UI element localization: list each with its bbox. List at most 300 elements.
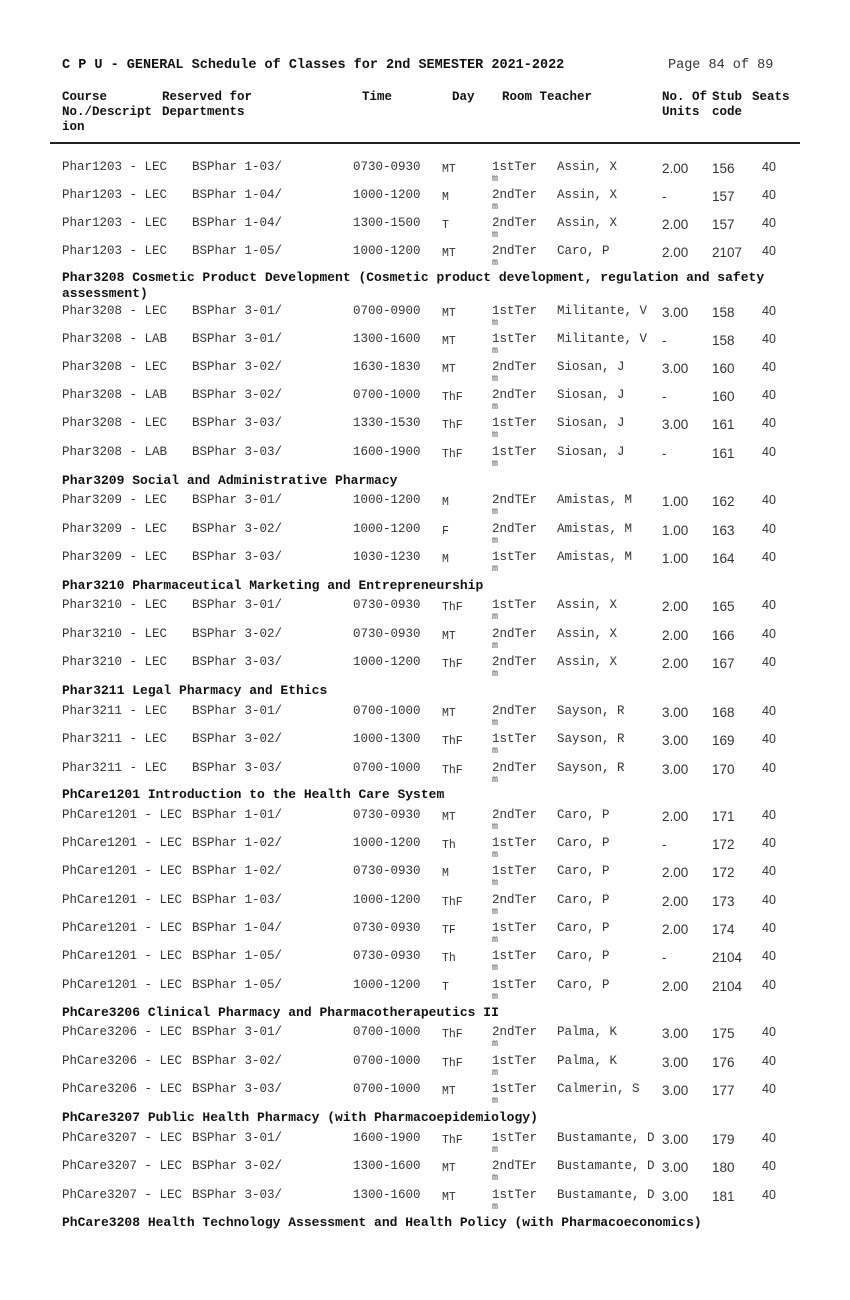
cell-teacher: Sayson, R [557, 732, 625, 746]
room-suffix: m [492, 318, 499, 329]
cell-course: Phar3208 - LEC [62, 360, 168, 374]
cell-seats: 40 [762, 160, 776, 174]
table-row [0, 1157, 850, 1185]
cell-stub: 2104 [712, 979, 743, 994]
cell-room: 1stTer [492, 550, 538, 564]
table-row [0, 625, 850, 653]
cell-time: 1030-1230 [353, 550, 421, 564]
cell-units: 3.00 [662, 1026, 689, 1041]
cell-teacher: Caro, P [557, 949, 610, 963]
cell-teacher: Militante, V [557, 332, 648, 346]
course-section-title: Phar3208 Cosmetic Product Development (Cosmetic product development, regulation and safety assessment) [62, 270, 765, 301]
room-suffix: m [492, 850, 499, 861]
table-row [0, 358, 850, 386]
cell-teacher: Bustamante, D [557, 1131, 655, 1145]
cell-units: 2.00 [662, 922, 689, 937]
cell-units: 3.00 [662, 1160, 689, 1175]
cell-day: ThF [442, 601, 463, 614]
cell-room: 2ndTer [492, 808, 538, 822]
cell-room: 2ndTEr [492, 1159, 538, 1173]
room-suffix: m [492, 963, 499, 974]
course-section-title: Phar3211 Legal Pharmacy and Ethics [62, 683, 328, 698]
cell-course: Phar3208 - LAB [62, 332, 168, 346]
room-suffix: m [492, 1173, 499, 1184]
cell-seats: 40 [762, 836, 776, 850]
cell-stub: 170 [712, 762, 735, 777]
room-suffix: m [492, 935, 499, 946]
cell-units: 3.00 [662, 1132, 689, 1147]
cell-seats: 40 [762, 216, 776, 230]
cell-units: 1.00 [662, 523, 689, 538]
cell-teacher: Caro, P [557, 893, 610, 907]
cell-time: 0730-0930 [353, 864, 421, 878]
cell-time: 0730-0930 [353, 949, 421, 963]
cell-dept: BSPhar 3-02/ [192, 732, 283, 746]
cell-day: TF [442, 924, 456, 937]
cell-course: PhCare1201 - LEC [62, 864, 183, 878]
room-suffix: m [492, 907, 499, 918]
cell-course: Phar3211 - LEC [62, 704, 168, 718]
cell-day: MT [442, 811, 456, 824]
table-row [0, 806, 850, 834]
cell-course: Phar3211 - LEC [62, 732, 168, 746]
cell-course: Phar1203 - LEC [62, 216, 168, 230]
cell-dept: BSPhar 3-02/ [192, 1054, 283, 1068]
cell-units: 1.00 [662, 551, 689, 566]
cell-dept: BSPhar 3-03/ [192, 1082, 283, 1096]
table-row [0, 214, 850, 242]
cell-seats: 40 [762, 416, 776, 430]
room-suffix: m [492, 1145, 499, 1156]
page-title: C P U - GENERAL Schedule of Classes for 2nd SEMESTER 2021-2022 [62, 58, 565, 73]
cell-seats: 40 [762, 732, 776, 746]
cell-room: 1stTer [492, 864, 538, 878]
cell-units: 2.00 [662, 245, 689, 260]
cell-room: 2ndTer [492, 704, 538, 718]
cell-units: 2.00 [662, 656, 689, 671]
cell-teacher: Assin, X [557, 160, 618, 174]
cell-stub: 158 [712, 333, 735, 348]
cell-room: 2ndTEr [492, 493, 538, 507]
cell-units: 2.00 [662, 217, 689, 232]
room-suffix: m [492, 992, 499, 1003]
cell-time: 1000-1200 [353, 836, 421, 850]
cell-time: 1300-1600 [353, 332, 421, 346]
table-row [0, 834, 850, 862]
cell-teacher: Siosan, J [557, 445, 625, 459]
room-suffix: m [492, 258, 499, 269]
room-suffix: m [492, 564, 499, 575]
cell-units: 2.00 [662, 599, 689, 614]
cell-stub: 167 [712, 656, 735, 671]
cell-dept: BSPhar 1-04/ [192, 188, 283, 202]
cell-seats: 40 [762, 188, 776, 202]
page-number: Page 84 of 89 [668, 58, 774, 73]
cell-stub: 173 [712, 894, 735, 909]
cell-course: Phar3210 - LEC [62, 598, 168, 612]
course-section-title: Phar3210 Pharmaceutical Marketing and Entrepreneurship [62, 578, 484, 593]
cell-day: MT [442, 707, 456, 720]
room-suffix: m [492, 507, 499, 518]
cell-dept: BSPhar 3-02/ [192, 627, 283, 641]
cell-teacher: Palma, K [557, 1025, 618, 1039]
room-suffix: m [492, 1068, 499, 1079]
cell-course: PhCare1201 - LEC [62, 949, 183, 963]
cell-time: 1000-1300 [353, 732, 421, 746]
cell-seats: 40 [762, 761, 776, 775]
room-suffix: m [492, 746, 499, 757]
cell-teacher: Bustamante, D [557, 1159, 655, 1173]
cell-course: Phar3209 - LEC [62, 550, 168, 564]
cell-teacher: Siosan, J [557, 416, 625, 430]
cell-teacher: Amistas, M [557, 550, 633, 564]
cell-stub: 158 [712, 305, 735, 320]
cell-course: PhCare3207 - LEC [62, 1131, 183, 1145]
cell-units: - [662, 389, 667, 404]
cell-dept: BSPhar 1-05/ [192, 949, 283, 963]
cell-day: ThF [442, 735, 463, 748]
cell-dept: BSPhar 1-04/ [192, 216, 283, 230]
cell-units: 3.00 [662, 733, 689, 748]
cell-units: 3.00 [662, 1055, 689, 1070]
cell-course: Phar3210 - LEC [62, 627, 168, 641]
cell-teacher: Assin, X [557, 188, 618, 202]
cell-room: 1stTer [492, 978, 538, 992]
cell-time: 0730-0930 [353, 160, 421, 174]
cell-seats: 40 [762, 921, 776, 935]
cell-units: 1.00 [662, 494, 689, 509]
cell-course: PhCare3207 - LEC [62, 1188, 183, 1202]
cell-day: MT [442, 307, 456, 320]
cell-seats: 40 [762, 550, 776, 564]
cell-time: 1000-1200 [353, 188, 421, 202]
cell-day: MT [442, 1085, 456, 1098]
course-section-title: PhCare3206 Clinical Pharmacy and Pharmacotherapeutics II [62, 1005, 499, 1020]
room-suffix: m [492, 1096, 499, 1107]
col-header-stub: Stub code [712, 90, 743, 119]
cell-seats: 40 [762, 1025, 776, 1039]
cell-room: 1stTer [492, 1131, 538, 1145]
cell-seats: 40 [762, 978, 776, 992]
cell-room: 2ndTer [492, 244, 538, 258]
cell-time: 0730-0930 [353, 808, 421, 822]
cell-time: 1300-1500 [353, 216, 421, 230]
cell-room: 2ndTer [492, 655, 538, 669]
cell-dept: BSPhar 1-01/ [192, 808, 283, 822]
cell-seats: 40 [762, 1131, 776, 1145]
col-header-time: Time [362, 90, 393, 104]
cell-dept: BSPhar 3-03/ [192, 761, 283, 775]
cell-course: Phar3209 - LEC [62, 493, 168, 507]
cell-course: Phar3208 - LAB [62, 388, 168, 402]
cell-dept: BSPhar 3-01/ [192, 1025, 283, 1039]
cell-units: 3.00 [662, 417, 689, 432]
cell-stub: 165 [712, 599, 735, 614]
cell-stub: 157 [712, 217, 735, 232]
cell-day: ThF [442, 764, 463, 777]
cell-dept: BSPhar 3-02/ [192, 388, 283, 402]
cell-room: 1stTer [492, 598, 538, 612]
cell-stub: 160 [712, 389, 735, 404]
cell-time: 0700-1000 [353, 1054, 421, 1068]
cell-dept: BSPhar 1-04/ [192, 921, 283, 935]
cell-units: 2.00 [662, 894, 689, 909]
cell-teacher: Caro, P [557, 864, 610, 878]
cell-units: 3.00 [662, 762, 689, 777]
cell-units: - [662, 950, 667, 965]
cell-teacher: Amistas, M [557, 493, 633, 507]
table-row [0, 158, 850, 186]
table-row [0, 186, 850, 214]
cell-stub: 163 [712, 523, 735, 538]
cell-day: Th [442, 839, 456, 852]
cell-day: ThF [442, 1134, 463, 1147]
cell-room: 1stTer [492, 160, 538, 174]
cell-units: 3.00 [662, 1189, 689, 1204]
cell-course: Phar1203 - LEC [62, 160, 168, 174]
cell-units: 3.00 [662, 1083, 689, 1098]
cell-dept: BSPhar 3-01/ [192, 332, 283, 346]
table-row [0, 330, 850, 358]
cell-day: Th [442, 952, 456, 965]
cell-seats: 40 [762, 388, 776, 402]
cell-stub: 169 [712, 733, 735, 748]
course-section-title: PhCare3208 Health Technology Assessment and Health Policy (with Pharmacoeconomics) [62, 1215, 702, 1230]
cell-seats: 40 [762, 522, 776, 536]
cell-teacher: Siosan, J [557, 360, 625, 374]
cell-room: 2ndTer [492, 893, 538, 907]
cell-seats: 40 [762, 627, 776, 641]
table-row [0, 1186, 850, 1214]
cell-time: 1600-1900 [353, 1131, 421, 1145]
cell-room: 1stTer [492, 1054, 538, 1068]
cell-day: MT [442, 363, 456, 376]
cell-room: 2ndTer [492, 188, 538, 202]
cell-course: Phar3210 - LEC [62, 655, 168, 669]
cell-course: PhCare1201 - LEC [62, 921, 183, 935]
cell-stub: 162 [712, 494, 735, 509]
table-row [0, 947, 850, 975]
cell-room: 1stTer [492, 416, 538, 430]
col-header-room-teacher: Room Teacher [502, 90, 593, 104]
table-row [0, 386, 850, 414]
cell-seats: 40 [762, 304, 776, 318]
cell-stub: 2104 [712, 950, 743, 965]
cell-teacher: Assin, X [557, 627, 618, 641]
table-row [0, 596, 850, 624]
cell-dept: BSPhar 3-01/ [192, 493, 283, 507]
cell-dept: BSPhar 3-01/ [192, 598, 283, 612]
room-suffix: m [492, 202, 499, 213]
room-suffix: m [492, 612, 499, 623]
cell-stub: 179 [712, 1132, 735, 1147]
col-header-day: Day [452, 90, 475, 104]
cell-stub: 181 [712, 1189, 735, 1204]
room-suffix: m [492, 536, 499, 547]
room-suffix: m [492, 374, 499, 385]
cell-units: 2.00 [662, 161, 689, 176]
cell-day: MT [442, 247, 456, 260]
cell-stub: 166 [712, 628, 735, 643]
cell-time: 1630-1830 [353, 360, 421, 374]
cell-units: - [662, 333, 667, 348]
course-section-title: PhCare1201 Introduction to the Health Care System [62, 787, 445, 802]
cell-time: 0700-1000 [353, 704, 421, 718]
table-row [0, 1129, 850, 1157]
cell-teacher: Militante, V [557, 304, 648, 318]
cell-teacher: Caro, P [557, 244, 610, 258]
cell-stub: 174 [712, 922, 735, 937]
cell-teacher: Amistas, M [557, 522, 633, 536]
cell-units: 2.00 [662, 865, 689, 880]
cell-time: 1000-1200 [353, 655, 421, 669]
cell-stub: 177 [712, 1083, 735, 1098]
cell-course: PhCare3207 - LEC [62, 1159, 183, 1173]
cell-time: 0700-1000 [353, 761, 421, 775]
header-divider [50, 142, 800, 144]
cell-room: 1stTer [492, 304, 538, 318]
cell-course: PhCare3206 - LEC [62, 1025, 183, 1039]
cell-room: 2ndTer [492, 522, 538, 536]
cell-room: 2ndTer [492, 388, 538, 402]
cell-units: 3.00 [662, 305, 689, 320]
cell-stub: 171 [712, 809, 735, 824]
cell-units: - [662, 837, 667, 852]
room-suffix: m [492, 822, 499, 833]
cell-day: T [442, 219, 449, 232]
cell-teacher: Assin, X [557, 216, 618, 230]
table-row [0, 302, 850, 330]
cell-units: - [662, 189, 667, 204]
cell-teacher: Caro, P [557, 836, 610, 850]
cell-stub: 164 [712, 551, 735, 566]
cell-day: F [442, 525, 449, 538]
cell-stub: 2107 [712, 245, 743, 260]
cell-course: Phar1203 - LEC [62, 188, 168, 202]
cell-course: Phar3211 - LEC [62, 761, 168, 775]
cell-dept: BSPhar 3-02/ [192, 360, 283, 374]
cell-room: 2ndTer [492, 360, 538, 374]
cell-dept: BSPhar 3-03/ [192, 550, 283, 564]
cell-dept: BSPhar 1-02/ [192, 864, 283, 878]
table-row [0, 414, 850, 442]
cell-day: T [442, 981, 449, 994]
cell-seats: 40 [762, 808, 776, 822]
cell-seats: 40 [762, 704, 776, 718]
cell-time: 1000-1200 [353, 893, 421, 907]
table-row [0, 443, 850, 471]
table-row [0, 759, 850, 787]
table-row [0, 242, 850, 270]
cell-day: MT [442, 630, 456, 643]
room-suffix: m [492, 718, 499, 729]
cell-dept: BSPhar 1-02/ [192, 836, 283, 850]
cell-day: ThF [442, 391, 463, 404]
cell-teacher: Sayson, R [557, 761, 625, 775]
cell-time: 1300-1600 [353, 1188, 421, 1202]
cell-stub: 160 [712, 361, 735, 376]
cell-seats: 40 [762, 864, 776, 878]
cell-room: 1stTer [492, 949, 538, 963]
room-suffix: m [492, 230, 499, 241]
cell-day: ThF [442, 1057, 463, 1070]
cell-stub: 161 [712, 446, 735, 461]
cell-seats: 40 [762, 445, 776, 459]
cell-day: ThF [442, 419, 463, 432]
cell-room: 2ndTer [492, 761, 538, 775]
cell-seats: 40 [762, 655, 776, 669]
col-header-reserved: Reserved for Departments [162, 90, 253, 119]
cell-time: 1000-1200 [353, 978, 421, 992]
cell-stub: 157 [712, 189, 735, 204]
cell-seats: 40 [762, 1159, 776, 1173]
cell-time: 0700-1000 [353, 1082, 421, 1096]
cell-units: 2.00 [662, 979, 689, 994]
table-row [0, 548, 850, 576]
cell-room: 2ndTer [492, 1025, 538, 1039]
cell-teacher: Sayson, R [557, 704, 625, 718]
cell-time: 1000-1200 [353, 244, 421, 258]
cell-stub: 168 [712, 705, 735, 720]
cell-course: PhCare3206 - LEC [62, 1082, 183, 1096]
cell-teacher: Caro, P [557, 978, 610, 992]
cell-course: Phar3208 - LAB [62, 445, 168, 459]
room-suffix: m [492, 1202, 499, 1213]
room-suffix: m [492, 174, 499, 185]
cell-day: ThF [442, 448, 463, 461]
cell-seats: 40 [762, 493, 776, 507]
cell-time: 1300-1600 [353, 1159, 421, 1173]
cell-units: 3.00 [662, 361, 689, 376]
cell-time: 1330-1530 [353, 416, 421, 430]
table-row [0, 702, 850, 730]
cell-dept: BSPhar 1-05/ [192, 244, 283, 258]
cell-stub: 175 [712, 1026, 735, 1041]
cell-course: PhCare1201 - LEC [62, 836, 183, 850]
cell-day: M [442, 496, 449, 509]
table-row [0, 520, 850, 548]
cell-time: 0700-1000 [353, 388, 421, 402]
cell-day: ThF [442, 658, 463, 671]
room-suffix: m [492, 1039, 499, 1050]
cell-time: 0700-0900 [353, 304, 421, 318]
cell-seats: 40 [762, 244, 776, 258]
cell-dept: BSPhar 1-03/ [192, 160, 283, 174]
cell-dept: BSPhar 3-02/ [192, 522, 283, 536]
room-suffix: m [492, 641, 499, 652]
cell-dept: BSPhar 3-01/ [192, 1131, 283, 1145]
cell-teacher: Assin, X [557, 598, 618, 612]
cell-teacher: Calmerin, S [557, 1082, 640, 1096]
cell-stub: 172 [712, 865, 735, 880]
cell-room: 1stTer [492, 445, 538, 459]
course-section-title: PhCare3207 Public Health Pharmacy (with Pharmacoepidemiology) [62, 1110, 538, 1125]
cell-day: M [442, 191, 449, 204]
cell-units: 3.00 [662, 705, 689, 720]
cell-course: Phar1203 - LEC [62, 244, 168, 258]
cell-dept: BSPhar 3-03/ [192, 416, 283, 430]
cell-day: ThF [442, 1028, 463, 1041]
table-row [0, 1023, 850, 1051]
cell-time: 1000-1200 [353, 522, 421, 536]
room-suffix: m [492, 669, 499, 680]
cell-stub: 161 [712, 417, 735, 432]
cell-stub: 180 [712, 1160, 735, 1175]
cell-course: Phar3208 - LEC [62, 416, 168, 430]
cell-course: Phar3209 - LEC [62, 522, 168, 536]
cell-room: 2ndTer [492, 627, 538, 641]
cell-seats: 40 [762, 332, 776, 346]
